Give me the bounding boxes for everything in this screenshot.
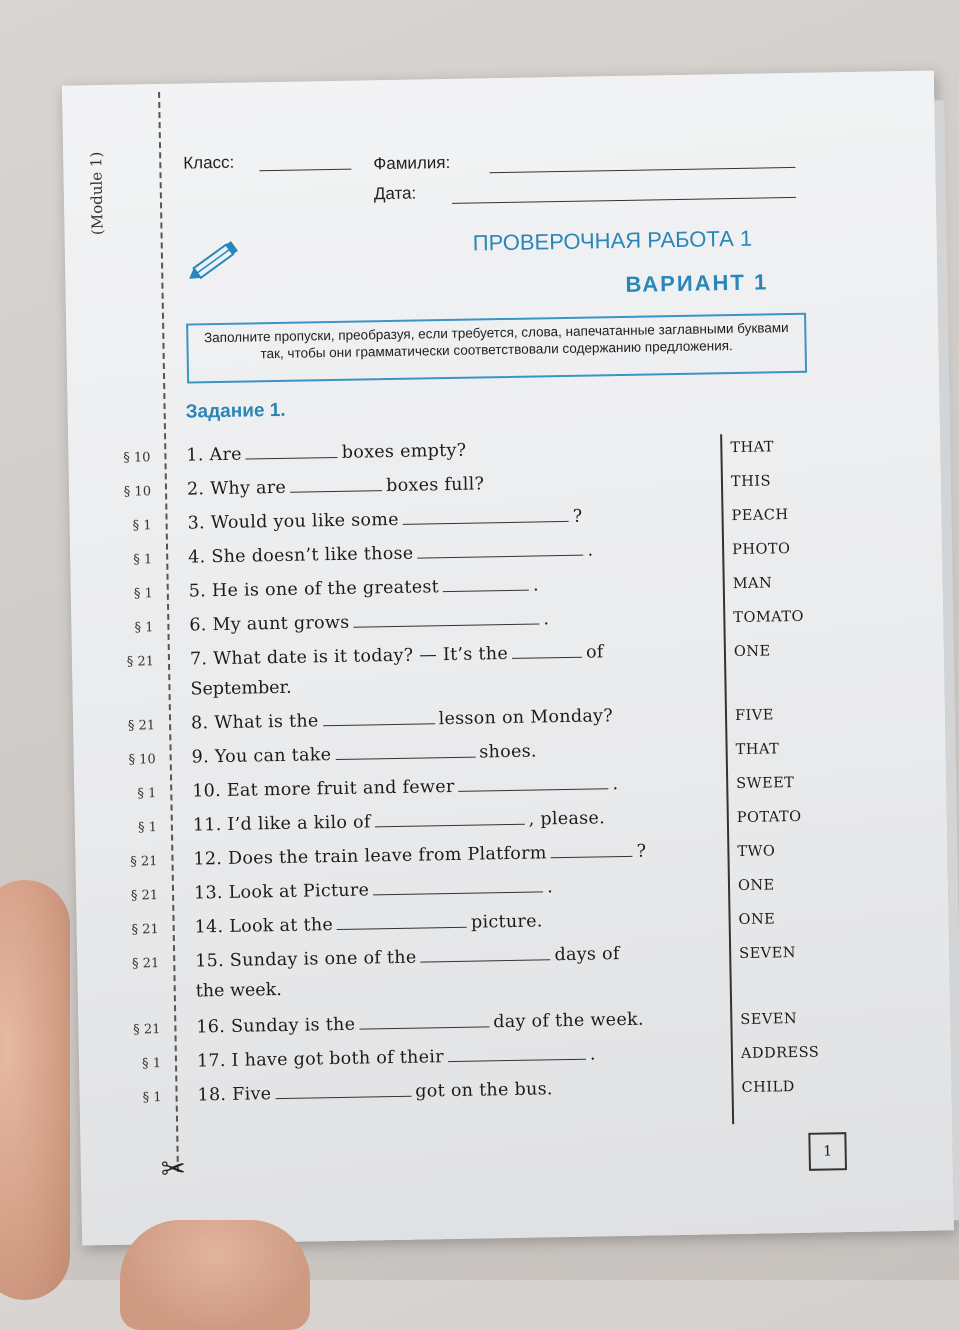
section-ref: § 1 (141, 1056, 162, 1072)
page-title: ПРОВЕРОЧНАЯ РАБОТА 1 (472, 225, 753, 256)
word-item: PHOTO (732, 541, 791, 559)
thumb (0, 880, 70, 1300)
pencil-icon (185, 238, 246, 283)
section-ref: § 10 (123, 484, 152, 500)
question-17: 17. I have got both of their . (196, 1044, 596, 1072)
section-ref: § 1 (132, 518, 152, 534)
question-15-continued: the week. (195, 979, 283, 1002)
section-ref: § 1 (142, 1090, 162, 1106)
surname-field (490, 167, 796, 173)
word-item: THAT (730, 439, 775, 457)
word-item: ONE (737, 877, 775, 895)
section-ref: § 10 (123, 450, 151, 466)
question-5: 5. He is one of the greatest . (188, 575, 540, 602)
date-field (452, 197, 796, 204)
question-18: 18. Five got on the bus. (197, 1079, 553, 1106)
date-label: Дата: (373, 183, 417, 204)
section-ref: § 21 (126, 654, 155, 670)
word-item: THAT (735, 741, 780, 759)
word-item: POTATO (736, 808, 802, 827)
word-item: ADDRESS (740, 1044, 820, 1062)
question-16: 16. Sunday is the day of the week. (196, 1009, 644, 1038)
instruction-box: Заполните пропуски, преобразуя, если требуется, слова, напечатанные заглавными буквами так, чтобы они грамматически соответствовали содержанию предложения. (186, 313, 807, 384)
question-12: 12. Does the train leave from Platform ? (193, 841, 647, 870)
question-14: 14. Look at the picture. (194, 911, 543, 938)
question-8: 8. What is the lesson on Monday? (190, 706, 614, 734)
class-field (259, 169, 351, 172)
word-item: SWEET (736, 775, 795, 793)
question-13: 13. Look at Picture . (193, 877, 554, 904)
question-15: 15. Sunday is one of the days of (195, 944, 620, 972)
section-ref: § 21 (131, 956, 160, 972)
question-7: 7. What date is it today? — It’s the of (189, 642, 604, 670)
task-heading: Задание 1. (185, 399, 286, 423)
section-ref: § 21 (133, 1022, 161, 1038)
question-3: 3. Would you like some ? (187, 506, 583, 534)
section-ref: § 21 (130, 854, 158, 870)
word-item: FIVE (734, 707, 775, 725)
section-ref: § 1 (137, 820, 158, 836)
surname-label: Фамилия: (373, 152, 451, 174)
word-item: TOMATO (733, 608, 805, 627)
module-label: (Module 1) (87, 151, 107, 236)
word-item: THIS (730, 473, 772, 491)
word-column-divider (720, 434, 734, 1124)
finger (120, 1220, 310, 1330)
question-2: 2. Why are boxes full? (186, 474, 485, 500)
word-item: PEACH (731, 507, 789, 525)
section-ref: § 1 (137, 786, 157, 802)
question-1: 1. Are boxes empty? (186, 440, 467, 466)
question-9: 9. You can take shoes. (191, 741, 537, 768)
workbook-page (62, 70, 954, 1245)
question-7-continued: September. (190, 677, 292, 700)
section-ref: § 1 (134, 620, 154, 636)
section-ref: § 10 (128, 752, 156, 768)
section-ref: § 1 (133, 586, 153, 602)
class-label: Класс: (183, 152, 235, 173)
word-item: SEVEN (740, 1011, 798, 1028)
variant-title: ВАРИАНТ 1 (625, 269, 769, 297)
word-item: ONE (733, 643, 771, 661)
word-item: SEVEN (739, 945, 797, 963)
word-item: CHILD (741, 1079, 795, 1096)
question-4: 4. She doesn’t like those . (188, 540, 594, 568)
word-item: ONE (738, 911, 776, 929)
word-item: MAN (732, 575, 773, 593)
scissors-icon: ✂ (160, 1151, 187, 1188)
page-edge (934, 100, 959, 1220)
question-11: 11. I’d like a kilo of , please. (192, 808, 606, 836)
word-item: TWO (737, 843, 776, 861)
section-ref: § 21 (127, 718, 156, 734)
section-ref: § 21 (130, 888, 159, 904)
page-number: 1 (808, 1132, 847, 1171)
section-ref: § 21 (131, 922, 159, 938)
question-6: 6. My aunt grows . (189, 609, 550, 636)
question-10: 10. Eat more fruit and fewer . (192, 774, 619, 802)
section-ref: § 1 (133, 552, 153, 568)
cut-line (158, 92, 179, 1172)
